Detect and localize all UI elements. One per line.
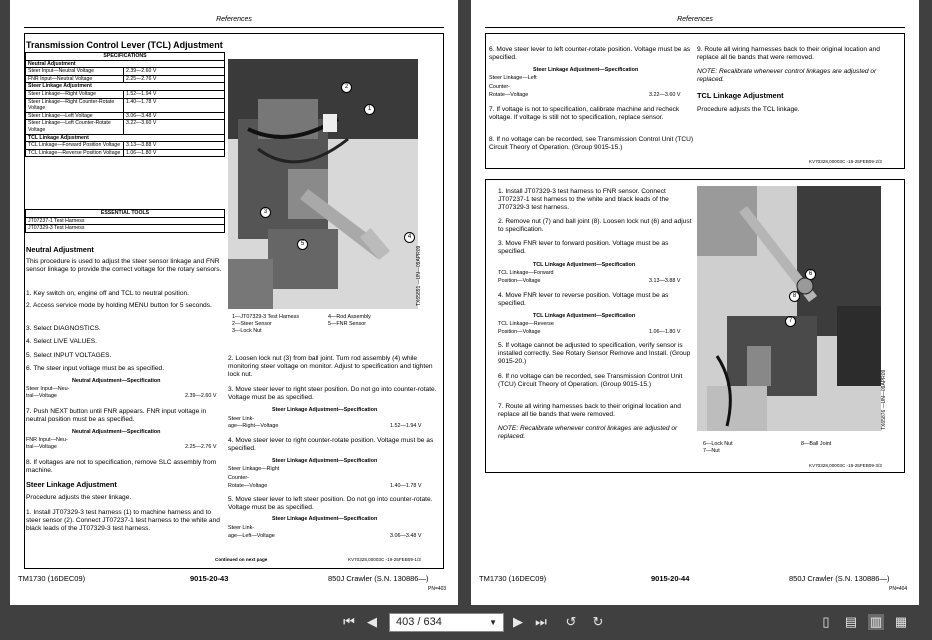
tools-title: ESSENTIAL TOOLS bbox=[26, 210, 225, 218]
previous-page-icon[interactable]: ◀ bbox=[367, 614, 377, 629]
continued-note: Continued on next page bbox=[215, 557, 268, 562]
legend-item: 6—Lock Nut bbox=[703, 441, 733, 447]
essential-tools-table bbox=[25, 209, 225, 233]
photo-code: TX65891 —UN—09APR09 bbox=[416, 245, 422, 306]
step-item: 1. Install JT07329-3 test harness to FNR sensor. Connect JT07237-1 test harness to the white and black leads of the JT07329-3 test harness. bbox=[498, 188, 669, 211]
footer-manual: TM1730 (16DEC09) bbox=[18, 574, 86, 583]
page-number-input[interactable] bbox=[389, 613, 504, 632]
spec-title: TCL Linkage Adjustment—Specification bbox=[533, 262, 636, 268]
spec-label: Steer Linkage—Right Counter-Rotate Voltage bbox=[26, 98, 124, 112]
spec-title: Steer Linkage Adjustment—Specification bbox=[272, 458, 378, 464]
legend-item: 4—Rod Assembly bbox=[328, 314, 371, 320]
spec-value: 3.13—3.88 V bbox=[649, 278, 681, 284]
callout-marker: 6 bbox=[805, 269, 816, 280]
spec-value: 3.22—3.60 V bbox=[124, 120, 225, 134]
steer-heading: Steer Linkage Adjustment bbox=[26, 480, 117, 489]
spec-label: TCL Linkage—Forward bbox=[498, 270, 554, 276]
spec-label: Steer Input—Neu- bbox=[26, 386, 70, 392]
spec-label: Steer Linkage—Left bbox=[489, 75, 537, 81]
step-item: 6. If no voltage can be recorded, see Transmission Control Unit (TCU) Circuit Theory of Operation. (Group 9015-15.) bbox=[498, 373, 683, 388]
spec-label: age—Right—Voltage bbox=[228, 423, 279, 429]
section-title: Transmission Control Lever (TCL) Adjustment bbox=[26, 40, 223, 50]
note: NOTE: Recalibrate whenever control linkages are adjusted or replaced. bbox=[498, 425, 678, 440]
spec-value: 3.13—3.88 V bbox=[124, 142, 225, 150]
spec-value: 2.39—2.60 V bbox=[124, 68, 225, 76]
doc-code: KV70328,00003C -19-25FEB09-3/3 bbox=[809, 463, 882, 468]
spec-section: Steer Linkage Adjustment bbox=[26, 83, 225, 91]
step-item: 2. Remove nut (7) and ball joint (8). Loosen lock nut (6) and adjust to specification. bbox=[498, 218, 692, 233]
step-item: 7. Route all wiring harnesses back to their original location and replace all tie bands that were removed. bbox=[498, 403, 681, 418]
spec-value: 1.06—1.80 V bbox=[649, 329, 681, 335]
spec-title: Steer Linkage Adjustment—Specification bbox=[533, 67, 639, 73]
steer-sensor-photo bbox=[228, 59, 418, 309]
specifications-table bbox=[25, 52, 225, 157]
step-item: 6. The steer input voltage must be as specified. bbox=[26, 365, 165, 372]
step-item: 2. Loosen lock nut (3) from ball joint. Turn rod assembly (4) while monitoring steer voltage on monitor. Adjust to specification and tighten lock nut. bbox=[228, 355, 433, 378]
step-item: 1. Key switch on, engine off and TCL to neutral position. bbox=[26, 290, 189, 297]
spec-label: Counter- bbox=[489, 84, 510, 90]
spec-value: 1.06—1.80 V bbox=[124, 149, 225, 157]
spec-value: 3.06—3.48 V bbox=[390, 533, 422, 539]
footer-page-number: 9015-20-43 bbox=[190, 574, 229, 583]
footer-model: 850J Crawler (S.N. 130886—) bbox=[328, 574, 429, 583]
spec-label: Counter- bbox=[228, 475, 249, 481]
header-rule bbox=[24, 27, 444, 28]
spec-value: 3.22—3.60 V bbox=[649, 92, 681, 98]
spec-label: Rotate—Voltage bbox=[489, 92, 529, 98]
chevron-down-icon[interactable]: ▼ bbox=[489, 618, 497, 627]
callout-marker: 1 bbox=[364, 104, 375, 115]
page-display: 403 / 634 bbox=[396, 616, 442, 628]
rotate-right-icon[interactable]: ↻ bbox=[592, 614, 604, 629]
last-page-icon[interactable]: ⏭ bbox=[535, 614, 547, 629]
fnr-sensor-illustration bbox=[697, 186, 881, 431]
continuous-icon[interactable]: ▤ bbox=[844, 614, 858, 629]
step-item: 4. Move FNR lever to reverse position. Voltage must be as specified. bbox=[498, 292, 669, 307]
spec-label: Rotate—Voltage bbox=[228, 483, 268, 489]
step-item: 7. If voltage is not to specification, calibrate machine and recheck voltage. If voltage is still not to specification, replace sensor. bbox=[489, 106, 680, 121]
spec-title: Neutral Adjustment—Specification bbox=[72, 429, 161, 435]
spec-label: TCL Linkage—Forward Position Voltage bbox=[26, 142, 124, 150]
fnr-sensor-photo bbox=[697, 186, 881, 431]
spec-label: FNR Input—Neutral Voltage bbox=[26, 75, 124, 83]
legend-item: 3—Lock Nut bbox=[232, 328, 262, 334]
page-header: References bbox=[677, 16, 713, 23]
neutral-intro: This procedure is used to adjust the steer sensor linkage and FNR sensor linkage to provide the correct voltage for the rotary sensors. bbox=[26, 258, 222, 273]
spec-value: 2.25—2.76 V bbox=[185, 444, 217, 450]
legend-item: 5—FNR Sensor bbox=[328, 321, 367, 327]
right-page bbox=[471, 0, 919, 605]
step-item: 7. Push NEXT button until FNR appears. FNR input voltage in neutral position must be as specified. bbox=[26, 408, 207, 423]
footer-manual: TM1730 (16DEC09) bbox=[479, 574, 547, 583]
step-item: 6. Move steer lever to left counter-rotate position. Voltage must be as specified. bbox=[489, 46, 691, 61]
spec-label: TCL Linkage—Reverse Position Voltage bbox=[26, 149, 124, 157]
step-item: 5. If voltage cannot be adjusted to specification, verify sensor is installed correctly. See Rotary Sensor Remove and Install. (Group 9015-20.) bbox=[498, 342, 691, 365]
footer-pn: PN=404 bbox=[889, 586, 908, 592]
spec-section: Neutral Adjustment bbox=[26, 60, 225, 68]
spec-label: Steer Link- bbox=[228, 525, 255, 531]
spec-label: Steer Input—Neutral Voltage bbox=[26, 68, 124, 76]
step-item: 2. Access service mode by holding MENU button for 5 seconds. bbox=[26, 302, 212, 309]
step-item: 9. Route all wiring harnesses back to their original location and replace all tie bands that were removed. bbox=[697, 46, 880, 61]
spec-section: TCL Linkage Adjustment bbox=[26, 134, 225, 142]
spec-label: Steer Link- bbox=[228, 416, 255, 422]
spec-label: FNR Input—Neu- bbox=[26, 437, 68, 443]
spec-label: Steer Linkage—Right Voltage bbox=[26, 90, 124, 98]
spec-title: Steer Linkage Adjustment—Specification bbox=[272, 407, 378, 413]
spec-value: 1.52—1.94 V bbox=[124, 90, 225, 98]
two-page-icon[interactable]: ▥ bbox=[869, 614, 883, 629]
callout-marker: 5 bbox=[297, 239, 308, 250]
footer-pn: PN=403 bbox=[428, 586, 447, 592]
spec-title: Steer Linkage Adjustment—Specification bbox=[272, 516, 378, 522]
spec-title: TCL Linkage Adjustment—Specification bbox=[533, 313, 636, 319]
step-item: 5. Move steer lever to left steer position. Do not go into counter-rotate. Voltage must be as specified. bbox=[228, 496, 433, 511]
single-page-icon[interactable]: ▯ bbox=[822, 614, 830, 629]
spec-label: TCL Linkage—Reverse bbox=[498, 321, 554, 327]
spec-label: tral—Voltage bbox=[26, 393, 57, 399]
page-header: References bbox=[216, 16, 252, 23]
first-page-icon[interactable]: ⏮ bbox=[343, 614, 355, 629]
callout-marker: 7 bbox=[785, 316, 796, 327]
spec-label: Steer Linkage—Left Voltage bbox=[26, 112, 124, 120]
spec-title: Neutral Adjustment—Specification bbox=[72, 378, 161, 384]
step-item: 3. Select DIAGNOSTICS. bbox=[26, 325, 101, 332]
callout-marker: 8 bbox=[789, 291, 800, 302]
specs-title: SPECIFICATIONS bbox=[26, 53, 225, 61]
next-page-icon[interactable]: ▶ bbox=[513, 614, 523, 629]
tool-item: JT07329-3 Test Harness bbox=[26, 225, 225, 233]
steer-sensor-illustration bbox=[228, 59, 418, 309]
callout-marker: 3 bbox=[260, 207, 271, 218]
note: NOTE: Recalibrate whenever control linkages are adjusted or replaced. bbox=[697, 68, 877, 83]
spec-value: 2.39—2.60 V bbox=[185, 393, 217, 399]
photo-code: TX65876 —UN—09APR09 bbox=[881, 369, 887, 430]
legend-item: 7—Nut bbox=[703, 448, 720, 454]
step-item: 8. If no voltage can be recorded, see Transmission Control Unit (TCU) Circuit Theory of Operation. (Group 9015-15.) bbox=[489, 136, 694, 151]
neutral-heading: Neutral Adjustment bbox=[26, 245, 94, 254]
callout-marker: 2 bbox=[341, 82, 352, 93]
spec-label: Steer Linkage—Left Counter-Rotate Voltage bbox=[26, 120, 124, 134]
spec-value: 1.52—1.94 V bbox=[390, 423, 422, 429]
tool-item: JT07237-1 Test Harness bbox=[26, 217, 225, 225]
step-item: 3. Move steer lever to right steer position. Do not go into counter-rotate. Voltage must be as specified. bbox=[228, 386, 437, 401]
rotate-left-icon[interactable]: ↺ bbox=[565, 614, 577, 629]
footer-model: 850J Crawler (S.N. 130886—) bbox=[789, 574, 890, 583]
spec-value: 1.40—1.78 V bbox=[390, 483, 422, 489]
viewer-toolbar bbox=[0, 605, 932, 640]
steer-intro: Procedure adjusts the steer linkage. bbox=[26, 494, 132, 501]
spec-value: 3.06—3.48 V bbox=[124, 112, 225, 120]
callout-marker: 4 bbox=[404, 232, 415, 243]
spec-label: tral—Voltage bbox=[26, 444, 57, 450]
step-item: 4. Move steer lever to right counter-rotate position. Voltage must be as specified. bbox=[228, 437, 434, 452]
left-page bbox=[10, 0, 458, 605]
footer-page-number: 9015-20-44 bbox=[651, 574, 690, 583]
spec-value: 1.40—1.78 V bbox=[124, 98, 225, 112]
spec-label: age—Left—Voltage bbox=[228, 533, 275, 539]
two-page-continuous-icon[interactable]: ▦ bbox=[894, 614, 908, 629]
step-item: 3. Move FNR lever to forward position. Voltage must be as specified. bbox=[498, 240, 669, 255]
step-item: 5. Select INPUT VOLTAGES. bbox=[26, 352, 112, 359]
step-item: 8. If voltages are not to specification, remove SLC assembly from machine. bbox=[26, 459, 217, 474]
spec-label: Position—Voltage bbox=[498, 329, 541, 335]
legend-item: 1—JT07329-3 Test Harness bbox=[232, 314, 300, 320]
spec-label: Steer Linkage—Right bbox=[228, 466, 280, 472]
header-rule bbox=[485, 27, 905, 28]
spec-value: 2.25—2.76 V bbox=[124, 75, 225, 83]
tcl-intro: Procedure adjusts the TCL linkage. bbox=[697, 106, 800, 113]
legend-item: 2—Steer Sensor bbox=[232, 321, 272, 327]
step-item: 1. Install JT07329-3 test harness (1) to machine harness and to steer sensor (2). Connect JT07237-1 test harness to the white and black leads of the JT07329-3 test harness. bbox=[26, 509, 220, 532]
doc-code: KV70328,00003C -19-25FEB09-1/3 bbox=[348, 557, 421, 562]
legend-item: 8—Ball Joint bbox=[801, 441, 832, 447]
spec-label: Position—Voltage bbox=[498, 278, 541, 284]
tcl-heading: TCL Linkage Adjustment bbox=[697, 91, 784, 100]
step-item: 4. Select LIVE VALUES. bbox=[26, 338, 97, 345]
doc-code: KV70328,00003C -19-25FEB09-2/3 bbox=[809, 159, 882, 164]
